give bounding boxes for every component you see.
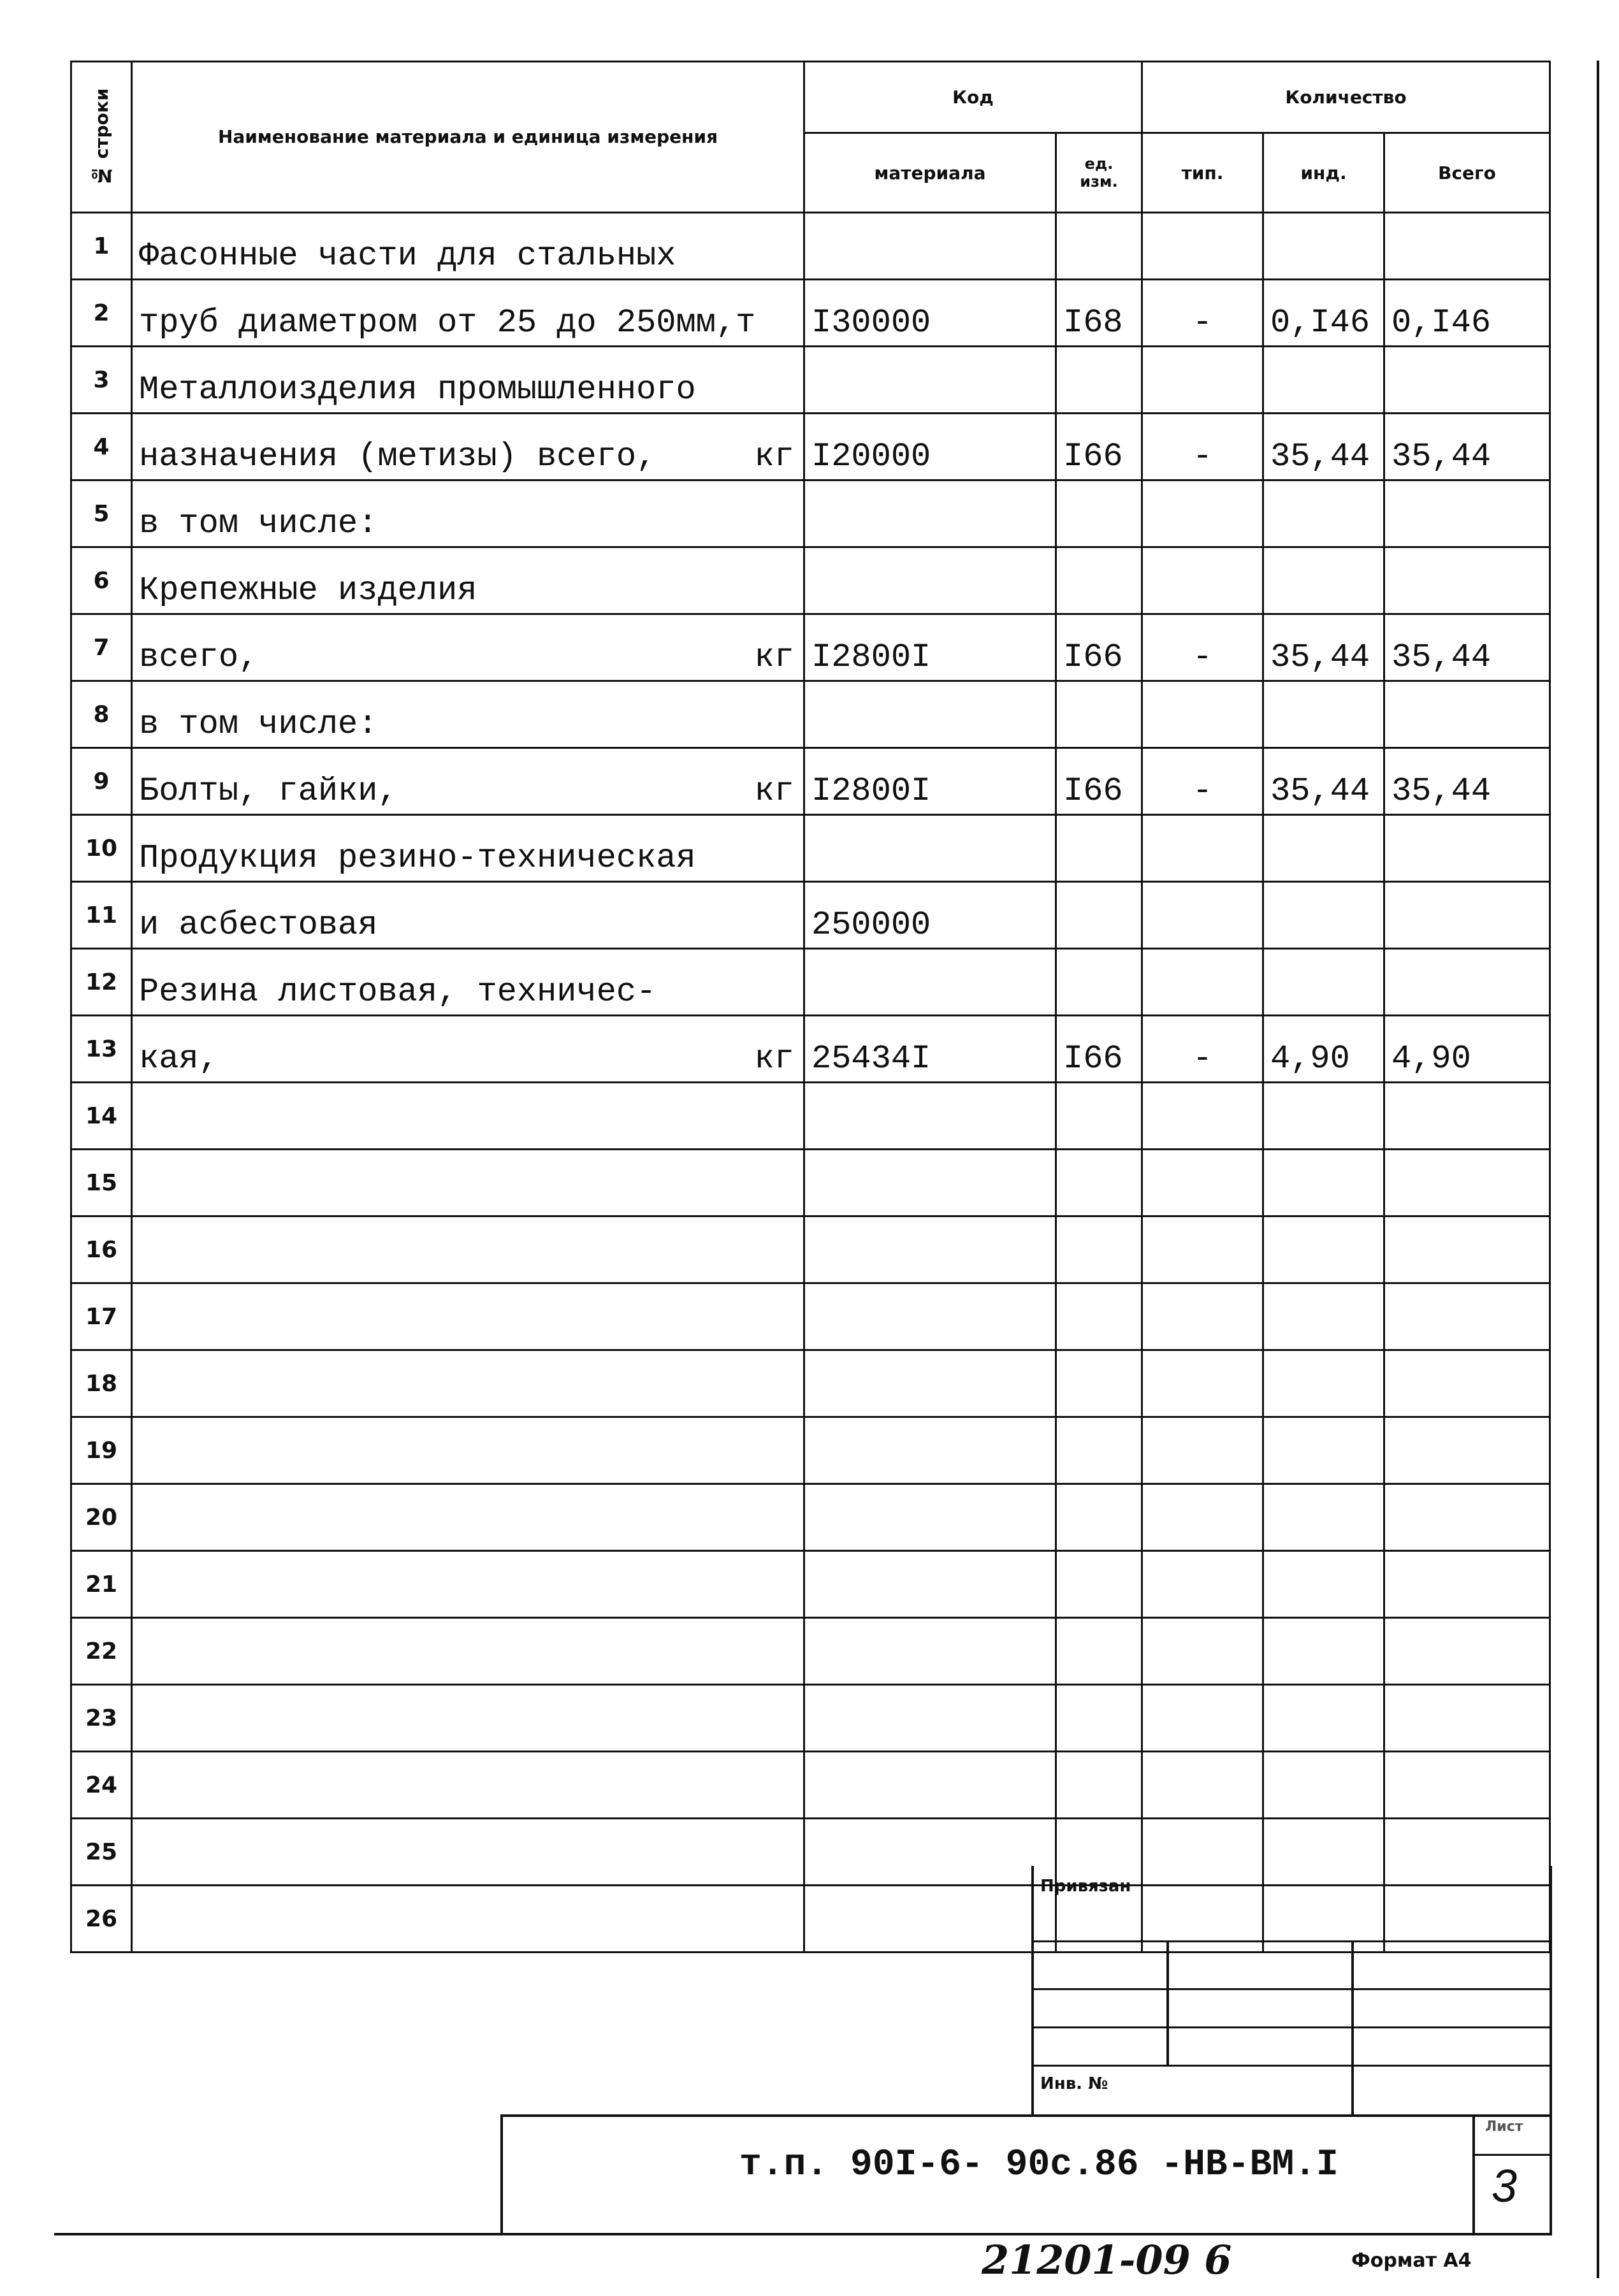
qty-typ [1142, 213, 1263, 280]
qty-typ [1142, 1551, 1263, 1618]
qty-ind [1263, 882, 1384, 949]
handwritten-number: 21201-09 6 [982, 2237, 1232, 2283]
qty-ind: 35,44 [1263, 414, 1384, 480]
qty-total [1384, 949, 1550, 1016]
material-code [804, 213, 1056, 280]
qty-ind [1263, 1685, 1384, 1752]
qty-ind [1263, 347, 1384, 414]
qty-total [1384, 1083, 1550, 1150]
unit-code [1056, 1618, 1142, 1685]
qty-total [1384, 547, 1550, 614]
qty-typ [1142, 1484, 1263, 1551]
row-number: 4 [71, 414, 132, 480]
qty-total [1384, 815, 1550, 882]
unit-code [1056, 347, 1142, 414]
qty-typ [1142, 1752, 1263, 1819]
qty-typ [1142, 547, 1263, 614]
qty-ind [1263, 1083, 1384, 1150]
table-row [71, 480, 1550, 547]
material-name-text: Болты, гайки, [139, 772, 398, 810]
unit-label: кг [754, 1040, 794, 1078]
qty-typ: - [1142, 748, 1263, 815]
material-code [804, 1752, 1056, 1819]
table-row [71, 815, 1550, 882]
table-row [71, 1283, 1550, 1350]
header-code-material: материала [804, 133, 1056, 213]
material-name [132, 213, 804, 280]
unit-label: кг [754, 438, 794, 475]
header-code-group: Код [804, 62, 1142, 133]
unit-code: I68 [1056, 280, 1142, 347]
material-code: 25434I [804, 1016, 1056, 1083]
row-number: 21 [71, 1551, 132, 1618]
material-name [132, 882, 804, 949]
qty-ind [1263, 1484, 1384, 1551]
row-number: 7 [71, 614, 132, 681]
sheet-number: 3 [1492, 2161, 1518, 2212]
qty-ind [1263, 480, 1384, 547]
qty-total [1384, 1685, 1550, 1752]
qty-total [1384, 1350, 1550, 1417]
material-name [132, 347, 804, 414]
material-name [132, 547, 804, 614]
qty-typ [1142, 1618, 1263, 1685]
material-name [132, 1685, 804, 1752]
material-name [132, 748, 804, 815]
material-name [132, 414, 804, 480]
material-name [132, 1417, 804, 1484]
qty-typ: - [1142, 280, 1263, 347]
material-code [804, 681, 1056, 748]
qty-typ: - [1142, 614, 1263, 681]
row-number: 17 [71, 1283, 132, 1350]
table-row [71, 1150, 1550, 1217]
row-number: 6 [71, 547, 132, 614]
material-code [804, 480, 1056, 547]
qty-ind [1263, 1618, 1384, 1685]
row-number: 23 [71, 1685, 132, 1752]
material-name [132, 280, 804, 347]
material-code [804, 1283, 1056, 1350]
qty-total [1384, 681, 1550, 748]
material-name-text: Фасонные части для стальных [139, 237, 676, 275]
format-label: Формат А4 [1351, 2249, 1472, 2272]
table-row [71, 1685, 1550, 1752]
qty-ind [1263, 1350, 1384, 1417]
block-hline-2 [1031, 1988, 1551, 1990]
material-name-text: всего, [139, 639, 259, 676]
material-name [132, 1350, 804, 1417]
qty-typ [1142, 1685, 1263, 1752]
table-row [71, 280, 1550, 347]
row-number: 16 [71, 1217, 132, 1283]
qty-total [1384, 1752, 1550, 1819]
sheet-label: Лист [1485, 2119, 1523, 2135]
unit-code: I66 [1056, 748, 1142, 815]
row-number: 18 [71, 1350, 132, 1417]
row-number: 10 [71, 815, 132, 882]
table-row [71, 1417, 1550, 1484]
table-row [71, 681, 1550, 748]
material-code [804, 1150, 1056, 1217]
material-code [804, 949, 1056, 1016]
row-number: 19 [71, 1417, 132, 1484]
qty-total [1384, 347, 1550, 414]
unit-code [1056, 1150, 1142, 1217]
row-number: 1 [71, 213, 132, 280]
material-name-text: и асбестовая [139, 906, 378, 944]
unit-code [1056, 1283, 1142, 1350]
table-body [71, 213, 1550, 1953]
qty-total [1384, 480, 1550, 547]
header-code-unit: ед. изм. [1056, 133, 1142, 213]
table-row [71, 748, 1550, 815]
block-hline-4 [1031, 2065, 1551, 2067]
table-row [71, 1016, 1550, 1083]
unit-code [1056, 1217, 1142, 1283]
table-row [71, 1083, 1550, 1150]
unit-code [1056, 1484, 1142, 1551]
unit-code: I66 [1056, 1016, 1142, 1083]
material-name-text: кая, [139, 1040, 219, 1078]
qty-ind [1263, 213, 1384, 280]
qty-total: 4,90 [1384, 1016, 1550, 1083]
unit-code [1056, 949, 1142, 1016]
table-row [71, 949, 1550, 1016]
materials-table [70, 61, 1551, 1953]
table-row [71, 213, 1550, 280]
material-name [132, 1150, 804, 1217]
material-name [132, 1551, 804, 1618]
material-code [804, 1417, 1056, 1484]
material-code: 250000 [804, 882, 1056, 949]
material-name-text: Крепежные изделия [139, 572, 477, 609]
qty-ind: 35,44 [1263, 614, 1384, 681]
header-quantity-group: Количество [1142, 62, 1550, 133]
row-number: 12 [71, 949, 132, 1016]
material-code: I2800I [804, 748, 1056, 815]
material-code [804, 1618, 1056, 1685]
table-row [71, 547, 1550, 614]
material-code [804, 1551, 1056, 1618]
row-number: 15 [71, 1150, 132, 1217]
material-name [132, 681, 804, 748]
qty-typ [1142, 1350, 1263, 1417]
table-row [71, 1217, 1550, 1283]
material-name [132, 614, 804, 681]
block-hline-3 [1031, 2026, 1551, 2028]
qty-ind [1263, 1417, 1384, 1484]
qty-typ [1142, 480, 1263, 547]
qty-ind [1263, 1283, 1384, 1350]
material-name [132, 1083, 804, 1150]
unit-code [1056, 547, 1142, 614]
row-number: 25 [71, 1819, 132, 1886]
qty-total [1384, 1283, 1550, 1350]
material-name-text: назначения (метизы) всего, [139, 438, 657, 475]
row-number: 24 [71, 1752, 132, 1819]
header-qty-ind: инд. [1263, 133, 1384, 213]
row-number: 9 [71, 748, 132, 815]
sheet-hline [1472, 2154, 1552, 2156]
material-code [804, 1217, 1056, 1283]
unit-code [1056, 1752, 1142, 1819]
qty-total: 35,44 [1384, 748, 1550, 815]
qty-ind: 4,90 [1263, 1016, 1384, 1083]
row-number: 22 [71, 1618, 132, 1685]
header-material-name: Наименование материала и единица измерения [132, 62, 804, 213]
table-row [71, 882, 1550, 949]
header-qty-typ: тип. [1142, 133, 1263, 213]
unit-code [1056, 681, 1142, 748]
row-number: 8 [71, 681, 132, 748]
material-code [804, 1083, 1056, 1150]
table-row [71, 1618, 1550, 1685]
row-number: 26 [71, 1886, 132, 1953]
qty-ind: 0,I46 [1263, 280, 1384, 347]
material-code [804, 347, 1056, 414]
material-code [804, 1685, 1056, 1752]
material-name [132, 1217, 804, 1283]
table-row [71, 614, 1550, 681]
header-qty-total: Всего [1384, 133, 1550, 213]
qty-typ: - [1142, 1016, 1263, 1083]
material-name [132, 1484, 804, 1551]
qty-total [1384, 1484, 1550, 1551]
row-number: 3 [71, 347, 132, 414]
block-divider [1031, 1866, 1034, 2114]
qty-total: 35,44 [1384, 414, 1550, 480]
material-code: I20000 [804, 414, 1056, 480]
qty-ind [1263, 1752, 1384, 1819]
qty-total [1384, 1150, 1550, 1217]
qty-typ [1142, 1283, 1263, 1350]
qty-ind: 35,44 [1263, 748, 1384, 815]
linked-label: Привязан [1040, 1877, 1131, 1896]
qty-typ [1142, 815, 1263, 882]
material-name-text: в том числе: [139, 505, 378, 542]
sheet-divider [1472, 2114, 1475, 2235]
qty-total [1384, 1551, 1550, 1618]
unit-code [1056, 1083, 1142, 1150]
qty-total [1384, 1417, 1550, 1484]
qty-typ [1142, 1150, 1263, 1217]
material-name [132, 1016, 804, 1083]
qty-typ [1142, 949, 1263, 1016]
qty-ind [1263, 1551, 1384, 1618]
qty-typ [1142, 681, 1263, 748]
row-number: 2 [71, 280, 132, 347]
material-name-text: Металлоизделия промышленного [139, 371, 696, 408]
row-number: 20 [71, 1484, 132, 1551]
qty-typ [1142, 1083, 1263, 1150]
qty-total [1384, 1618, 1550, 1685]
material-name [132, 949, 804, 1016]
block-hline-1 [1031, 1940, 1551, 1942]
qty-ind [1263, 815, 1384, 882]
material-name-text: в том числе: [139, 705, 378, 743]
material-code: I2800I [804, 614, 1056, 681]
table-row [71, 1484, 1550, 1551]
inv-label: Инв. № [1040, 2074, 1108, 2093]
qty-typ [1142, 1417, 1263, 1484]
unit-code: I66 [1056, 414, 1142, 480]
material-name-text: труб диаметром от 25 до 250мм,т [139, 304, 756, 342]
block-vline-2 [1351, 1940, 1354, 2116]
unit-code [1056, 815, 1142, 882]
material-name [132, 1618, 804, 1685]
unit-label: кг [754, 772, 794, 810]
qty-ind [1263, 547, 1384, 614]
qty-ind [1263, 1150, 1384, 1217]
unit-code [1056, 1350, 1142, 1417]
material-name [132, 1752, 804, 1819]
header-row-number: № строки [71, 62, 132, 213]
unit-code [1056, 213, 1142, 280]
material-name-text: Продукция резино-техническая [139, 839, 696, 877]
qty-total [1384, 882, 1550, 949]
qty-total [1384, 213, 1550, 280]
qty-total: 35,44 [1384, 614, 1550, 681]
table-row [71, 1752, 1550, 1819]
row-number: 13 [71, 1016, 132, 1083]
qty-ind [1263, 1217, 1384, 1283]
unit-code [1056, 1417, 1142, 1484]
qty-ind [1263, 681, 1384, 748]
table-row [71, 1350, 1550, 1417]
material-name [132, 815, 804, 882]
material-code: I30000 [804, 280, 1056, 347]
material-code [804, 1350, 1056, 1417]
qty-ind [1263, 949, 1384, 1016]
right-margin-line [1597, 61, 1599, 2278]
row-number: 11 [71, 882, 132, 949]
block-vline-1 [1166, 1940, 1169, 2065]
unit-code [1056, 1685, 1142, 1752]
material-name [132, 480, 804, 547]
unit-label: кг [754, 639, 794, 676]
table-row [71, 414, 1550, 480]
qty-typ [1142, 882, 1263, 949]
material-code [804, 547, 1056, 614]
material-name-text: Резина листовая, техничес- [139, 973, 657, 1011]
unit-code [1056, 480, 1142, 547]
unit-code [1056, 882, 1142, 949]
material-code [804, 1484, 1056, 1551]
row-number: 14 [71, 1083, 132, 1150]
qty-typ: - [1142, 414, 1263, 480]
unit-code: I66 [1056, 614, 1142, 681]
table-row [71, 1551, 1550, 1618]
qty-typ [1142, 347, 1263, 414]
qty-typ [1142, 1217, 1263, 1283]
qty-total: 0,I46 [1384, 280, 1550, 347]
material-name [132, 1283, 804, 1350]
document-code: т.п. 90I-6- 90с.86 -НВ-ВМ.I [739, 2144, 1339, 2186]
row-number: 5 [71, 480, 132, 547]
unit-code [1056, 1551, 1142, 1618]
table-row [71, 347, 1550, 414]
material-code [804, 815, 1056, 882]
qty-total [1384, 1217, 1550, 1283]
